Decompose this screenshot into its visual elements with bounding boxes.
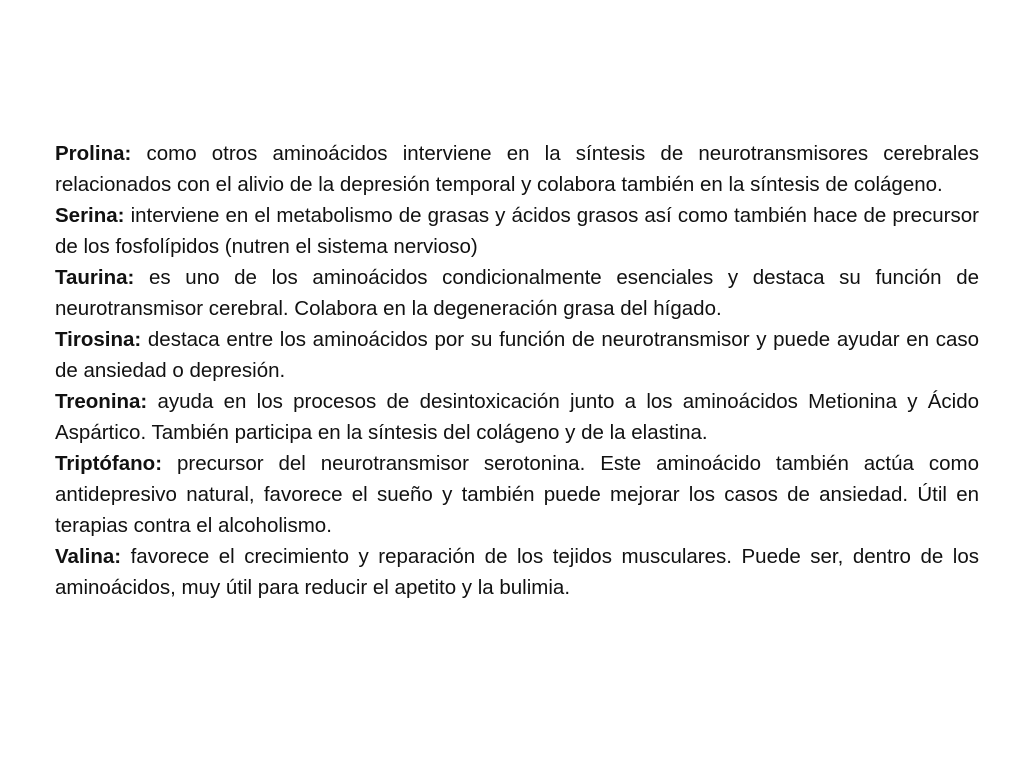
paragraph-treonina: [55, 386, 979, 448]
term-description: es uno de los aminoácidos condicionalmente esenciales y destaca su función de neurotransmisor cerebral. Colabora en la degeneración grasa del hígado.: [55, 266, 979, 320]
paragraph-tirosina: [55, 324, 979, 386]
term-description: como otros aminoácidos interviene en la síntesis de neurotransmisores cerebrales relacionados con el alivio de la depresión temporal y colabora también en la síntesis de colágeno.: [55, 142, 979, 196]
term-label: Triptófano:: [55, 452, 163, 475]
paragraph-triptofano: [55, 448, 979, 541]
paragraph-taurina: [55, 262, 979, 324]
term-label: Prolina:: [55, 142, 132, 165]
term-description: ayuda en los procesos de desintoxicación junto a los aminoácidos Metionina y Ácido Aspártico. También participa en la síntesis del colágeno y de la elastina.: [55, 390, 979, 444]
paragraph-prolina: [55, 138, 979, 200]
paragraph-valina: [55, 541, 979, 603]
term-label: Taurina:: [55, 266, 135, 289]
term-description: interviene en el metabolismo de grasas y ácidos grasos así como también hace de precursor de los fosfolípidos (nutren el sistema nervioso): [55, 204, 979, 258]
term-label: Valina:: [55, 545, 122, 568]
term-description: favorece el crecimiento y reparación de los tejidos musculares. Puede ser, dentro de los aminoácidos, muy útil para reducir el apetito y la bulimia.: [55, 545, 979, 599]
term-description: precursor del neurotransmisor serotonina. Este aminoácido también actúa como antidepresivo natural, favorece el sueño y también puede mejorar los casos de ansiedad. Útil en terapias contra el alcoholismo.: [55, 452, 979, 537]
term-label: Treonina:: [55, 390, 148, 413]
term-label: Serina:: [55, 204, 125, 227]
paragraph-serina: [55, 200, 979, 262]
term-label: Tirosina:: [55, 328, 142, 351]
slide-body-text: [55, 138, 979, 603]
term-description: destaca entre los aminoácidos por su función de neurotransmisor y puede ayudar en caso de ansiedad o depresión.: [55, 328, 979, 382]
